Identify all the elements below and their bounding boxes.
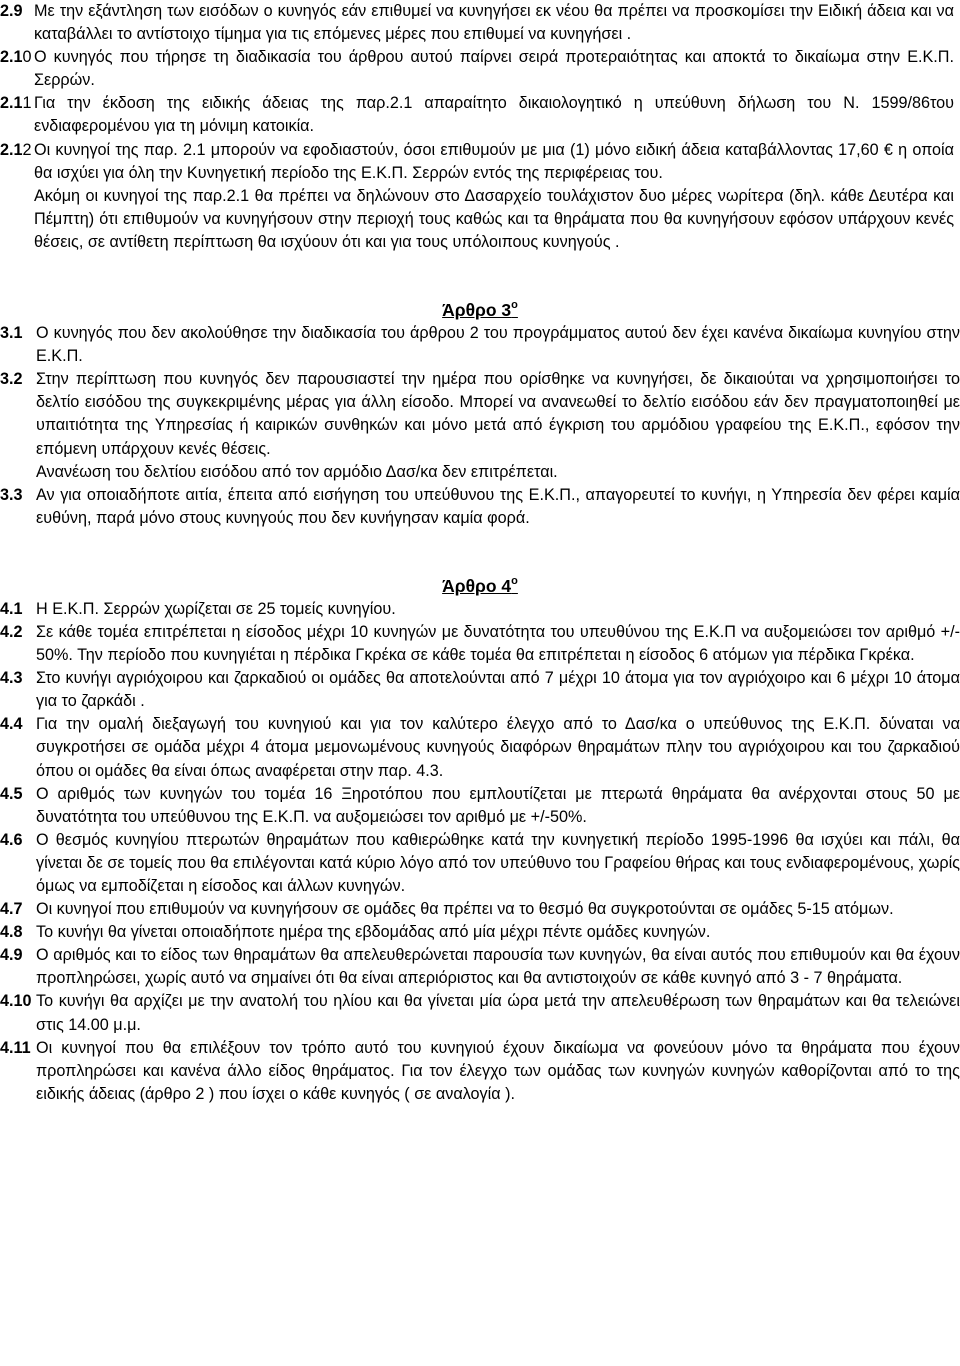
paragraph-number: 2.11 (0, 94, 32, 113)
paragraph-text: Οι κυνηγοί που επιθυμούν να κυνηγήσουν σε ομάδες θα πρέπει να το θεσμό θα συγκροτούνται σε ομάδες 5-15 ατόμων. (36, 900, 894, 919)
paragraph-number: 2.9 (0, 2, 23, 20)
paragraph-2-10 (0, 46, 954, 92)
paragraph-number: 4.11 (0, 1038, 31, 1057)
paragraph-4-3 (0, 667, 960, 713)
paragraph-text: Με την εξάντληση των εισόδων ο κυνηγός εάν επιθυμεί να κυνηγήσει εκ νέου θα πρέπει να προσκομίσει την Ειδική άδεια και να καταβάλλει το αντίστοιχο τίμημα για τις επόμενες μέρες που επιθυμεί να κυνηγήσει . (34, 2, 954, 44)
paragraph-text: Ο αριθμός και το είδος των θηραμάτων θα απελευθερώνεται παρουσία των κυνηγών, θα είναι αυτός που επιθυμούν και θα έχουν προπληρώσει, χωρίς αυτό να σημαίνει ότι θα είναι απεριόριστος και θα αντιστοιχούν σε κάθε κυνηγό από 3 - 7 θηράματα. (36, 946, 960, 988)
paragraph-number: 4.3 (0, 669, 23, 688)
paragraph-text: Στην περίπτωση που κυνηγός δεν παρουσιαστεί την ημέρα που ορίσθηκε να κυνηγήσει, δε δικαιούται να χρησιμοποιήσει το δελτίο εισόδου της συγκεκριμένης μέρας για άλλη είσοδο. Μπορεί να ανανεωθεί το δελτίο εισόδου εάν δεν πραγματοποιηθεί με υπαιτιότητα της Υπηρεσίας ή καιρικών συνθηκών και μόνο μετά από έγκριση του αρμόδιου γραφείου της Ε.Κ.Π., εφόσον την επόμενη υπάρχουν κενές θέσεις. (36, 370, 960, 458)
paragraph-number: 4.7 (0, 900, 23, 919)
paragraph-4-11 (0, 1037, 960, 1106)
paragraph-text: Στο κυνήγι αγριόχοιρου και ζαρκαδιού οι ομάδες θα αποτελούνται από 7 μέχρι 10 άτομα για τον αγριόχοιρο και 6 μέχρι 10 άτομα για το ζαρκάδι . (36, 669, 960, 711)
paragraph-number: 2.12 (0, 140, 32, 159)
paragraph-number: 4.5 (0, 784, 23, 803)
paragraph-2-11 (0, 92, 954, 138)
paragraph-number: 3.3 (0, 485, 23, 504)
paragraph-4-6 (0, 829, 960, 898)
paragraph-text: Ο κυνηγός που δεν ακολούθησε την διαδικασία του άρθρου 2 του προγράμματος αυτού δεν έχει κανένα δικαίωμα κυνηγίου στην Ε.Κ.Π. (36, 324, 960, 366)
paragraph-3-1 (0, 322, 960, 368)
paragraph-text: Ο αριθμός των κυνηγών του τομέα 16 Ξηροτόπου που εμπλουτίζεται με πτερωτά θηράματα θα ανέρχονται στους 50 με δυνατότητα του υπεύθυνου της Ε.Κ.Π. να αυξομειώσει τον αριθμό με +/-50%. (36, 784, 960, 826)
paragraph-4-4 (0, 713, 960, 782)
article-4 (0, 575, 960, 1106)
paragraph-2-12-continuation: Ακόμη οι κυνηγοί της παρ.2.1 θα πρέπει να δηλώνουν στο Δασαρχείο τουλάχιστον δυο μέρες νωρίτερα (δηλ. κάθε Δευτέρα και Πέμπτη) ότι επιθυμούν να κυνηγήσουν στην περιοχή τους καθώς και τα θηράματα που θα κυνηγήσουν εφόσον υπάρχουν κενές θέσεις, σε αντίθετη περίπτωση θα ισχύουν ότι και για τους υπόλοιπους κυνηγούς . (34, 186, 954, 251)
paragraph-text: Ο κυνηγός που τήρησε τη διαδικασία του άρθρου αυτού παίρνει σειρά προτεραιότητας και αποκτά το δικαίωμα στην Ε.Κ.Π. Σερρών. (34, 48, 954, 90)
paragraph-text: Η Ε.Κ.Π. Σερρών χωρίζεται σε 25 τομείς κυνηγίου. (36, 599, 396, 618)
paragraph-text: Για την ομαλή διεξαγωγή του κυνηγιού και για τον καλύτερο έλεγχο από το Δασ/κα ο υπεύθυνος της Ε.Κ.Π. δύναται να συγκροτήσει σε ομάδα μέχρι 4 άτομα μεμονωμένους κυνηγούς διαφόρων θηραμάτων πλην του αγριόχοιρου και του ζαρκαδιού όπου οι ομάδες θα είναι όπως αναφέρεται στην παρ. 4.3. (36, 715, 960, 780)
section-article-2-continuation (0, 0, 960, 254)
paragraph-number: 2.10 (0, 48, 32, 67)
paragraph-number: 4.8 (0, 923, 23, 942)
paragraph-text: Σε κάθε τομέα επιτρέπεται η είσοδος μέχρι 10 κυνηγών με δυνατότητα του υπευθύνου της Ε.Κ.Π να αυξομειώσει τον αριθμό +/- 50%. Την περίοδο που κυνηγιέται η πέρδικα Γκρέκα σε κάθε τομέα θα επιτρέπεται η είσοδος 6 ατόμων για πέρδικα Γκρέκα. (36, 622, 960, 665)
article-4-heading: Άρθρο $4^o$ (442, 574, 518, 596)
paragraph-3-3 (0, 484, 960, 530)
paragraph-4-5 (0, 783, 960, 829)
paragraph-number: 3.1 (0, 324, 23, 343)
paragraph-4-8 (0, 921, 960, 944)
paragraph-3-2 (0, 368, 960, 460)
paragraph-text: Το κυνήγι θα γίνεται οποιαδήποτε ημέρα της εβδομάδας από μία μέχρι πέντε ομάδες κυνηγών. (36, 923, 711, 942)
paragraph-4-2 (0, 621, 960, 667)
paragraph-number: 4.10 (0, 992, 32, 1011)
paragraph-number: 4.6 (0, 830, 23, 849)
paragraph-number: 4.4 (0, 715, 23, 734)
paragraph-text: Οι κυνηγοί της παρ. 2.1 μπορούν να εφοδιαστούν, όσοι επιθυμούν με μια (1) μόνο ειδική άδεια καταβάλλοντας 17,60 € η οποία θα ισχύει για όλη την Κυνηγετική περίοδο της Ε.Κ.Π. Σερρών εντός της περιφέρειας του. (34, 140, 954, 182)
paragraph-4-1 (0, 598, 960, 621)
paragraph-4-9 (0, 944, 960, 990)
paragraph-number: 3.2 (0, 370, 23, 389)
paragraph-number: 4.9 (0, 946, 23, 965)
paragraph-4-10 (0, 990, 960, 1036)
paragraph-4-7 (0, 898, 960, 921)
paragraph-number: 4.1 (0, 599, 23, 618)
paragraph-2-12 (0, 139, 954, 185)
article-3 (0, 299, 960, 530)
paragraph-3-2-continuation: Ανανέωση του δελτίου εισόδου από τον αρμόδιο Δασ/κα δεν επιτρέπεται. (36, 462, 558, 481)
paragraph-text: Ο θεσμός κυνηγίου πτερωτών θηραμάτων που καθιερώθηκε κατά την κυνηγετική περίοδο 1995-1996 θα ισχύει και πάλι, θα γίνεται δε σε τομείς που θα επιλέγονται κατά κύριο λόγο από τον υπεύθυνο του Γραφείου θήρας και τους ενδιαφερομένους, χωρίς όμως να εμποδίζεται η είσοδος και άλλων κυνηγών. (36, 830, 960, 895)
paragraph-2-9 (0, 0, 954, 46)
article-3-heading: Άρθρο $3^o$ (442, 299, 518, 321)
paragraph-text: Για την έκδοση της ειδικής άδειας της παρ.2.1 απαραίτητο δικαιολογητικό η υπεύθυνη δήλωση του Ν. 1599/86του ενδιαφερομένου για τη μόνιμη κατοικία. (34, 94, 954, 136)
paragraph-text: Αν για οποιαδήποτε αιτία, έπειτα από εισήγηση του υπεύθυνου της Ε.Κ.Π., απαγορευτεί το κυνήγι, η Υπηρεσία δεν φέρει καμία ευθύνη, παρά μόνο στους κυνηγούς που δεν κυνήγησαν καμία φορά. (36, 485, 960, 527)
paragraph-number: 4.2 (0, 622, 23, 641)
paragraph-text: Οι κυνηγοί που θα επιλέξουν τον τρόπο αυτό του κυνηγιού έχουν δικαίωμα να φονεύουν μόνο τα θηράματα που έχουν προπληρώσει και κανένα άλλο είδος θηράματος. Για τον έλεγχο των ομάδας των κυνηγών κυνηγών καθορίζονται από το της ειδικής άδειας (άρθρο 2 ) που ίσχει ο κάθε κυνηγός ( σε αναλογία ). (36, 1038, 960, 1103)
paragraph-text: Το κυνήγι θα αρχίζει με την ανατολή του ηλίου και θα γίνεται μία ώρα μετά την απελευθέρωση των θηραμάτων και θα τελειώνει στις 14.00 μ.μ. (36, 992, 960, 1034)
